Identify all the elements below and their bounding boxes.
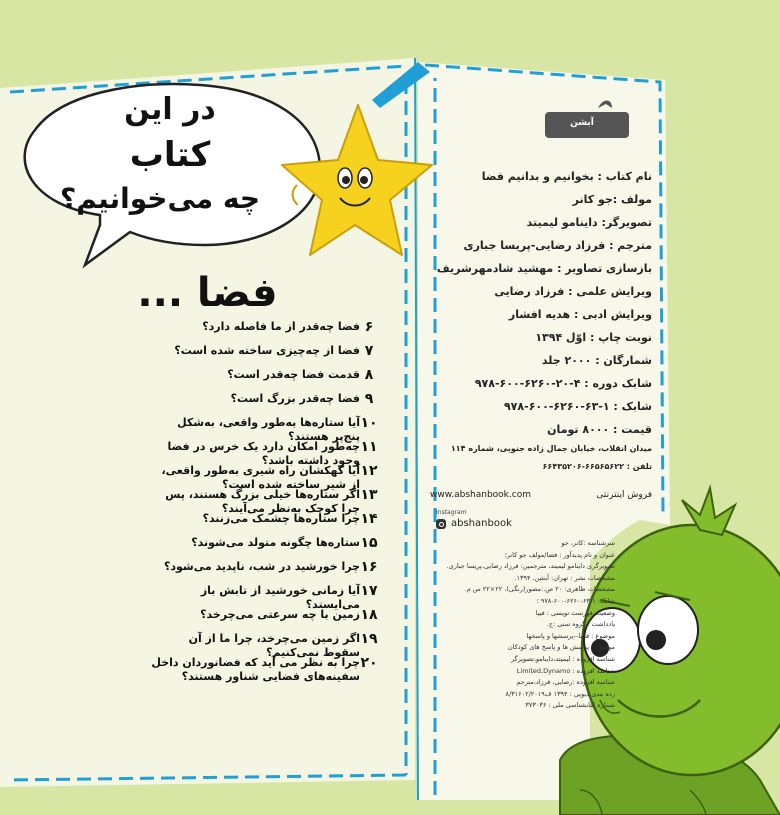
toc-question: قدمت فضا چه‌قدر است؟	[227, 368, 360, 381]
credit-line: شمارگان : ۲۰۰۰ جلد	[541, 354, 652, 367]
bubble-line-1: در این	[124, 92, 216, 127]
toc-page-number: ۲۰	[360, 655, 378, 671]
toc-question: زمین با چه سرعتی می‌چرخد؟	[200, 608, 360, 621]
toc-page-number: ۱۲	[360, 463, 378, 479]
toc-item	[150, 463, 378, 491]
toc-question: ستاره‌ها چگونه متولد می‌شوند؟	[191, 536, 360, 549]
bubble-line-3: چه می‌خوانیم؟	[59, 182, 261, 215]
instagram-block	[436, 509, 512, 529]
toc-page-number: ۱۳	[360, 487, 378, 503]
toc-page-number: ۱۷	[360, 583, 378, 599]
publisher-phone: تلفن : ۶۶۵۶۵۶۲۲-۶۶۴۳۵۲۰۶	[542, 462, 652, 471]
toc-page-number: ۱۵	[360, 535, 378, 551]
credit-line: ویرایش ادبی : هدیه افشار	[508, 308, 652, 321]
toc-page-number: ۱۸	[360, 607, 378, 623]
credit-line: مترجم : فرزاد رضایی-پریسا جباری	[463, 239, 652, 252]
toc-item	[150, 656, 378, 700]
cip-line: موضوع : پرسش ها و پاسخ های کودکان	[507, 643, 615, 652]
toc-question: اگر زمین می‌چرخد، چرا ما از آن سقوط نمی‌کنیم؟	[188, 632, 360, 659]
instagram-handle[interactable]: abshanbook	[451, 518, 512, 529]
toc-page-number: ۱۱	[360, 439, 378, 455]
toc-item	[150, 368, 378, 392]
toc-page-number: ۷	[364, 343, 374, 359]
toc-item	[150, 512, 378, 536]
cip-line: وضعیت فهرست نویسی : فیپا	[535, 608, 615, 617]
online-sales	[430, 487, 652, 503]
toc-page-number: ۱۶	[360, 559, 378, 575]
toc-question: چرا به نظر می آید که فضانوردان داخل سفینه‌های فضایی شناور هستند؟	[151, 656, 360, 683]
toc-item	[150, 415, 378, 443]
toc-question: آیا کهکشان راه شیری به‌طور واقعی، از شیر ساخته شده است؟	[161, 464, 360, 491]
toc-item	[150, 392, 378, 416]
toc-item	[150, 439, 378, 467]
credit-line: بازسازی تصاویر : مهشید شادمهرشریف	[436, 262, 652, 275]
toc-question: چرا خورشید در شب، ناپدید می‌شود؟	[163, 560, 360, 573]
toc-page-number: ۱۹	[360, 631, 378, 647]
cip-line: سرشناسه :کانر، جو	[561, 539, 615, 547]
publisher-address: میدان انقلاب، خیابان جمال زاده جنوبی، شماره ۱۱۴	[450, 444, 652, 453]
table-of-contents	[150, 320, 378, 700]
cip-line: مشخصات ظاهری: ۲۰ ص.:مصور(رنگی)، ۲۲×۲۲ س م.	[464, 585, 615, 594]
cip-line: مشخصات نشر : تهران: آبشن، ۱۳۹۴.	[514, 573, 615, 582]
website-link[interactable]: www.abshanbook.com	[430, 490, 531, 500]
toc-question: چه‌طور امکان دارد یک خرس در فضا وجود داشته باشد؟	[167, 440, 360, 467]
credit-line: مولف :جو کانر	[572, 193, 652, 206]
online-sales-label: فروش اینترنتی	[596, 490, 652, 500]
credit-line: نوبت چاپ : اوّل ۱۳۹۴	[535, 331, 652, 344]
book-credits	[430, 165, 652, 441]
cip-line: تصویرگری داینامو لیمیتد، مترجمین: فرزاد رضایی،پریسا جباری.	[446, 562, 615, 571]
credit-line: قیمت : ۸۰۰۰ تومان	[547, 423, 652, 436]
toc-question: آیا زمانی خورشید از تابش باز می‌ایستد؟	[200, 584, 360, 611]
publisher-logo-text: آبشن	[570, 118, 594, 128]
cataloging-in-publication	[437, 538, 615, 712]
cip-line: شابک: ۱-۶۳-۶۲۶۰-۶۰۰-۹۷۸ ؛	[536, 596, 615, 605]
toc-question: فضا چه‌قدر بزرگ است؟	[230, 392, 360, 405]
toc-title: فضا ...	[137, 270, 278, 316]
cip-line: شناسه افزوده :رضایی، فرزاد،مترجم	[516, 678, 615, 687]
toc-page-number: ۱۰	[360, 415, 378, 431]
toc-question: فضا چه‌قدر از ما فاصله دارد؟	[202, 320, 360, 333]
credit-line: شابک : ۱-۶۳-۶۲۶۰-۶۰۰-۹۷۸	[503, 400, 652, 413]
cip-line: عنوان و نام پدیدآور : فضا/مولف جو کانر؛	[504, 550, 615, 559]
toc-page-number: ۱۴	[360, 511, 378, 527]
toc-question: چرا ستاره‌ها چشمک می‌زنند؟	[202, 512, 360, 525]
credit-line: نام کتاب : بخوانیم و بدانیم فضا	[481, 170, 652, 183]
cip-line: یادداشت : گروه سنی :ج.	[546, 620, 615, 629]
toc-item	[150, 320, 378, 344]
toc-question: اگر ستاره‌ها خیلی بزرگ هستند، پس چرا کوچک به‌نظر می‌آیند؟	[165, 488, 360, 515]
bubble-line-2: کتاب	[129, 135, 211, 175]
toc-page-number: ۸	[364, 367, 374, 383]
toc-item	[150, 583, 378, 611]
toc-page-number: ۹	[364, 391, 374, 407]
instagram-label: Instagram	[436, 509, 467, 516]
cip-line: شماره کتابشناسی ملی : ۳۷۳۰۳۶	[525, 701, 615, 710]
credit-line: تصویرگر: داینامو لیمیتد	[526, 216, 652, 229]
cip-line: موضوع : فضا--پرسشها و پاسخها	[526, 631, 615, 640]
toc-item	[150, 560, 378, 584]
toc-item	[150, 608, 378, 632]
toc-page-number: ۶	[364, 319, 374, 335]
toc-item	[150, 344, 378, 368]
credit-line: ویرایش علمی : فرزاد رضایی	[494, 285, 652, 298]
toc-item	[150, 487, 378, 515]
instagram-icon	[436, 519, 446, 529]
publisher-contact	[430, 440, 652, 476]
cip-line: رده بندی دیویی : ۱۳۹۴ ف۸/۳۱۶۰۲/۲۰۱۹	[505, 689, 615, 698]
toc-item	[150, 536, 378, 560]
cip-line: شناسه افزوده : Limited,Dynamo	[516, 666, 615, 675]
credit-line: شابک دوره : ۴-۲۰-۶۲۶۰-۶۰۰-۹۷۸	[474, 377, 652, 390]
cip-line: شناسه افزوده : لیمیتد،داینامو،تصویرگر	[510, 654, 615, 663]
toc-question: آیا ستاره‌ها به‌طور واقعی، به‌شکل پنج‌پر هستند؟	[177, 416, 360, 443]
toc-question: فضا از چه‌چیزی ساخته شده است؟	[174, 344, 360, 357]
toc-item	[150, 631, 378, 659]
